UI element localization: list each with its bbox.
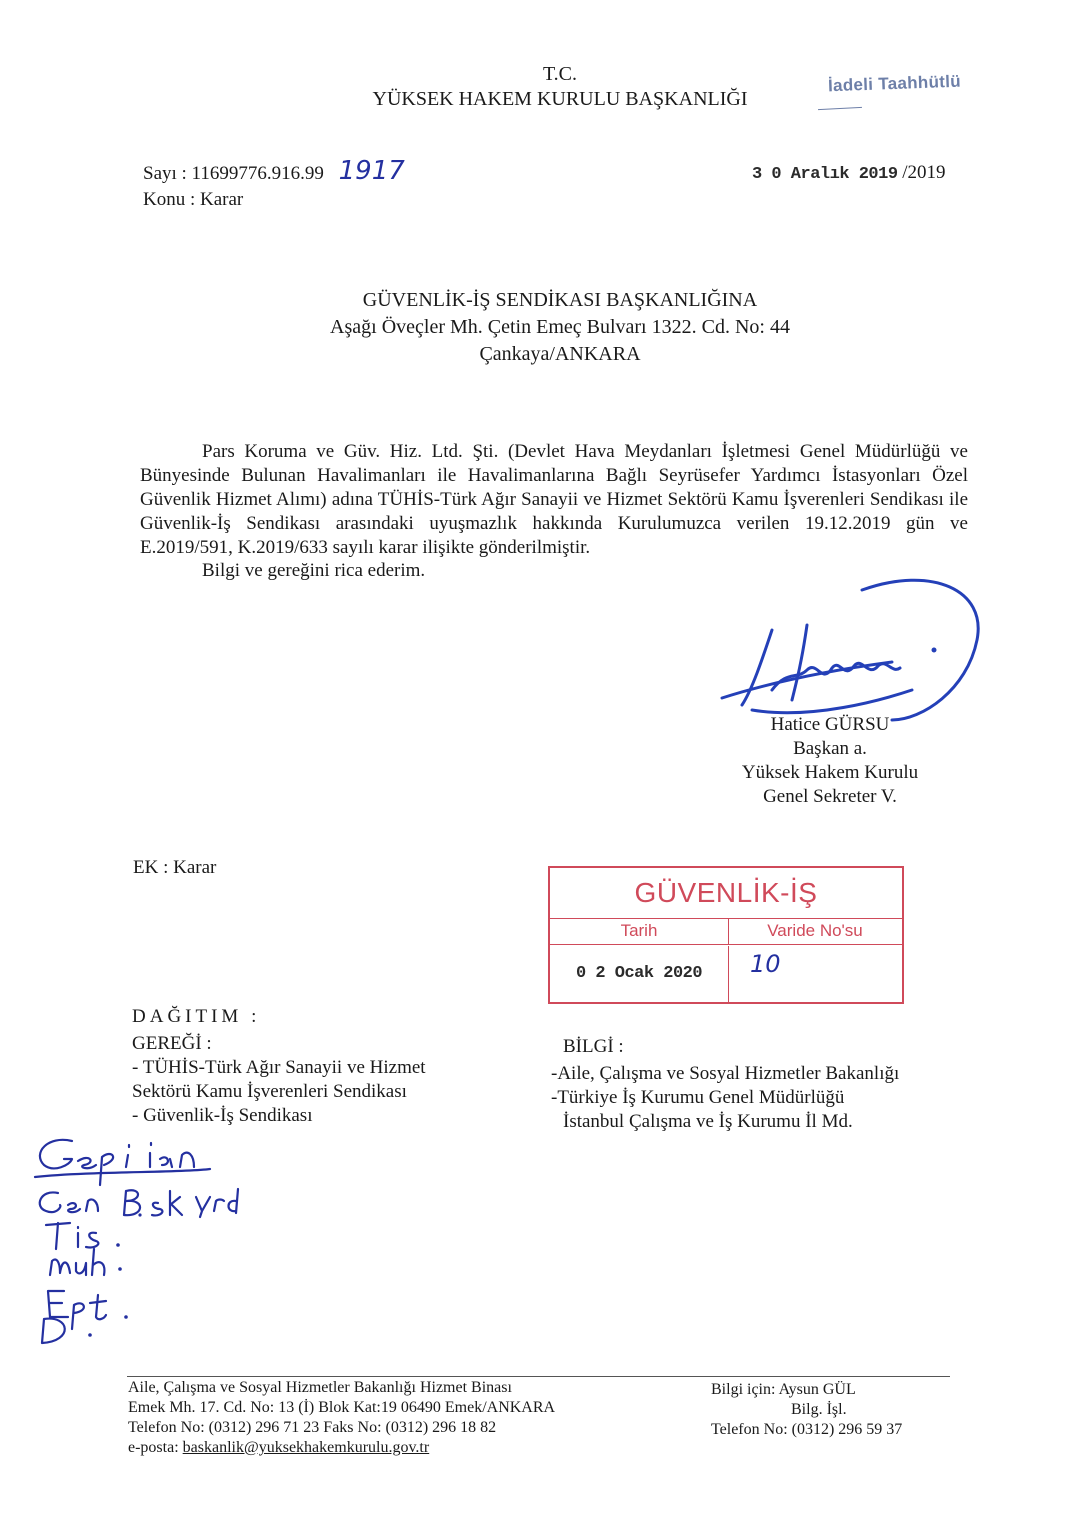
info-phone: Telefon No: (0312) 296 59 37 [711, 1421, 903, 1438]
attachment-line [133, 857, 216, 879]
receipt-stamp-number-header: Varide No'su [728, 918, 902, 945]
distribution-info-list [551, 1062, 899, 1134]
handwritten-notes [30, 1135, 270, 1345]
receipt-stamp-date: 0 2 Ocak 2020 [550, 946, 729, 1002]
distribution-title: DAĞITIM : [132, 1006, 261, 1027]
signatory-title1: Başkan a. [793, 738, 867, 759]
attachment-label: EK [133, 857, 159, 878]
letterhead-institution: YÜKSEK HAKEM KURULU BAŞKANLIĞI [372, 88, 748, 110]
recipient-name: GÜVENLİK-İŞ SENDİKASI BAŞKANLIĞINA [362, 289, 758, 311]
email-label: e-posta: [128, 1439, 179, 1456]
closing-line: Bilgi ve gereğini rica ederim. [202, 560, 426, 581]
list-item: - Güvenlik-İş Sendikası [132, 1105, 313, 1126]
info-role: Bilg. İşl. [791, 1401, 847, 1418]
attachment-value: : Karar [163, 857, 217, 878]
footer-divider [127, 1376, 950, 1377]
signatory-block [700, 713, 960, 809]
signatory-title2: Yüksek Hakem Kurulu [741, 762, 919, 783]
sayi-value: : 11699776.916.99 [181, 163, 324, 184]
konu-label: Konu [143, 189, 186, 210]
footer-phone: Telefon No: (0312) 296 71 23 Faks No: (0312) 296 18 82 [128, 1419, 497, 1436]
footer-address1: Aile, Çalışma ve Sosyal Hizmetler Bakanlığı Hizmet Binası [128, 1379, 512, 1396]
footer-email-line [128, 1438, 555, 1458]
reference-block [143, 158, 405, 213]
receipt-stamp [548, 866, 904, 1004]
receipt-stamp-number: 10 [750, 950, 781, 978]
signatory-title3: Genel Sekreter V. [763, 786, 897, 807]
registered-mail-stamp: İadeli Taahhütlü [827, 71, 962, 96]
receipt-stamp-title: GÜVENLİK-İŞ [550, 868, 902, 919]
footer-contact [128, 1378, 555, 1458]
recipient-city: Çankaya/ANKARA [479, 343, 641, 365]
gereg-label: GEREĞİ : [132, 1033, 212, 1054]
info-contact: Bilgi için: Aysun GÜL [711, 1381, 856, 1398]
recipient-block [250, 287, 870, 368]
sayi-handwritten: 1917 [338, 156, 405, 186]
document-date [752, 162, 946, 184]
date-stamp: 3 0 Aralık 2019 [752, 165, 898, 184]
recipient-address: Aşağı Öveçler Mh. Çetin Emeç Bulvarı 1322. Cd. No: 44 [330, 316, 790, 338]
handwritten-notes-drawing [30, 1135, 270, 1345]
stamp-underline [818, 107, 862, 110]
date-suffix: /2019 [902, 162, 946, 183]
email-link[interactable]: baskanlik@yuksekhakemkurulu.gov.tr [182, 1439, 430, 1456]
signatory-name: Hatice GÜRSU [770, 714, 890, 735]
letterhead-line1: T.C. [542, 63, 578, 85]
footer-info [711, 1380, 902, 1440]
letterhead [300, 62, 820, 112]
list-item: -Aile, Çalışma ve Sosyal Hizmetler Bakanlığı [551, 1063, 900, 1084]
distribution-action-list [132, 1032, 426, 1128]
receipt-stamp-date-header: Tarih [550, 918, 729, 945]
letter-body [140, 440, 968, 560]
sayi-label: Sayı [143, 163, 177, 184]
list-item: -Türkiye İş Kurumu Genel Müdürlüğü [551, 1087, 845, 1108]
list-item: - TÜHİS-Türk Ağır Sanayii ve Hizmet [132, 1057, 426, 1078]
body-paragraph: Pars Koruma ve Güv. Hiz. Ltd. Şti. (Devlet Hava Meydanları İşletmesi Genel Müdürlüğü ve Bünyesinde Bulunan Havalimanları ile Havalimanlarına Bağlı Seyrüsefer Yardımcı İstasyonları Özel Güvenlik Hizmet Alımı) adına TÜHİS-Türk Ağır Sanayii ve Hizmet Sektörü Kamu İşverenleri Sendikası ile Güvenlik-İş Sendikası arasındaki uyuşmazlık hakkında Kurulumuzca verilen 19.12.2019 gün ve E.2019/591, K.2019/633 sayılı karar ilişikte gönderilmiştir. [140, 441, 968, 558]
footer-address2: Emek Mh. 17. Cd. No: 13 (İ) Blok Kat:19 06490 Emek/ANKARA [128, 1399, 556, 1416]
list-item: Sektörü Kamu İşverenleri Sendikası [132, 1081, 407, 1102]
list-item: İstanbul Çalışma ve İş Kurumu İl Md. [563, 1111, 853, 1132]
konu-value: : Karar [189, 189, 244, 210]
bilgi-label: BİLGİ : [563, 1036, 624, 1057]
